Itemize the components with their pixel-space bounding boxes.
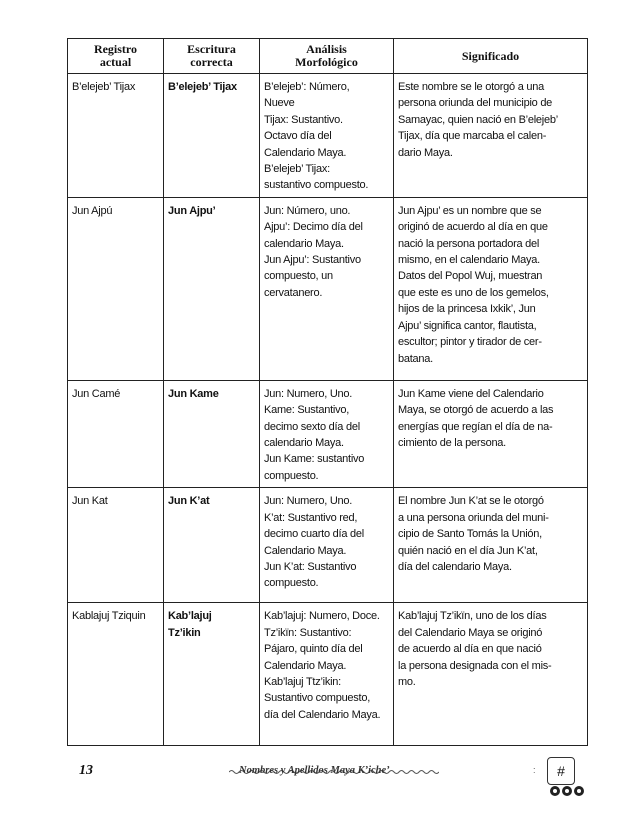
registro-cell: B’elejeb’ Tijax: [68, 74, 164, 198]
analisis-cell-line: Tz’ikïn: Sustantivo:: [264, 626, 352, 639]
significado-cell-line: mismo, en el calendario Maya.: [398, 254, 540, 267]
registro-cell: Jun Kat: [68, 488, 164, 603]
significado-cell-line: día del calendario Maya.: [398, 560, 512, 573]
analisis-cell-line: Jun K’at: Sustantivo: [264, 560, 357, 573]
hash-box-icon: #: [547, 757, 575, 785]
significado-cell-line: cipio de Santo Tomás la Unión,: [398, 528, 542, 541]
analisis-cell-line: compuesto.: [264, 469, 319, 482]
significado-cell: [394, 197, 588, 380]
significado-cell-line: Tijax, día que marcaba el calen-: [398, 130, 547, 143]
significado-cell-line: dario Maya.: [398, 146, 453, 159]
analisis-cell-line: compuesto.: [264, 577, 319, 590]
analisis-cell-line: B’elejeb’ Tijax:: [264, 163, 330, 176]
analisis-cell-line: Octavo día del: [264, 130, 332, 143]
significado-cell-line: originó de acuerdo al día en que: [398, 221, 548, 234]
analisis-cell-line: B’elejeb’: Número,: [264, 81, 350, 93]
escritura-cell-line: Jun Kame: [168, 387, 219, 400]
significado-cell-line: Kab’lajuj Tz’ikïn, uno de los días: [398, 610, 547, 623]
escritura-cell: [164, 380, 260, 487]
escritura-cell-line: Kab’lajuj: [168, 610, 212, 623]
escritura-cell-line: Jun K’at: [168, 495, 210, 508]
analisis-cell-line: Ajpu’: Decimo día del: [264, 221, 363, 234]
significado-cell-line: de acuerdo al día en que nació: [398, 643, 542, 656]
header-significado: Significado: [394, 39, 588, 74]
escritura-cell-line: B’elejeb’ Tijax: [168, 81, 237, 93]
analisis-cell-line: Pájaro, quinto día del: [264, 643, 363, 656]
table-row: [68, 603, 588, 746]
analisis-cell-line: Sustantivo compuesto,: [264, 692, 371, 705]
analisis-cell-line: día del Calendario Maya.: [264, 708, 381, 721]
analisis-cell-line: decimo sexto día del: [264, 420, 360, 433]
analisis-cell-line: Jun Kame: sustantivo: [264, 453, 365, 466]
analisis-cell-line: Kab’lajuj: Numero, Doce.: [264, 610, 380, 623]
analisis-cell-line: K’at: Sustantivo red,: [264, 511, 358, 524]
table-row: [68, 380, 588, 487]
significado-cell-line: Jun Ajpu’ es un nombre que se: [398, 204, 542, 217]
analisis-cell-line: Kame: Sustantivo,: [264, 404, 350, 417]
significado-cell-line: Datos del Popol Wuj, muestran: [398, 270, 543, 283]
analisis-cell-line: Jun: Número, uno.: [264, 204, 351, 217]
triple-circle-ornament-icon: [549, 785, 589, 797]
header-analisis: Análisis Morfológico: [260, 39, 394, 74]
analisis-cell-line: Calendario Maya.: [264, 146, 347, 159]
analisis-cell-line: calendario Maya.: [264, 437, 344, 450]
significado-cell-line: persona oriunda del municipio de: [398, 97, 553, 110]
names-table: [67, 38, 588, 746]
analisis-cell: [260, 603, 394, 746]
analisis-cell-line: sustantivo compuesto.: [264, 179, 369, 192]
analisis-cell-line: decimo cuarto día del: [264, 528, 364, 541]
analisis-cell: [260, 74, 394, 198]
analisis-cell-line: Jun: Numero, Uno.: [264, 495, 353, 508]
significado-cell-line: escultor; pintor y tirador de cer-: [398, 336, 542, 349]
analisis-cell-line: Calendario Maya.: [264, 659, 347, 672]
significado-cell-line: cimiento de la persona.: [398, 437, 506, 450]
significado-cell-line: Maya, se otorgó de acuerdo a las: [398, 404, 554, 417]
footer-title: Nombres y Apellidos Maya K’iche’: [239, 765, 390, 776]
analisis-cell: [260, 380, 394, 487]
escritura-cell-line: Jun Ajpu’: [168, 204, 216, 217]
page-number: 13: [79, 763, 93, 778]
footer-colon-mark: :: [533, 765, 536, 775]
significado-cell: [394, 603, 588, 746]
significado-cell-line: quién nació en el día Jun K’at,: [398, 544, 538, 557]
analisis-cell-line: Nueve: [264, 97, 295, 110]
analisis-cell-line: Jun Ajpu’: Sustantivo: [264, 254, 361, 267]
analisis-cell-line: Kab’lajuj Ttz’ikin:: [264, 675, 341, 688]
significado-cell-line: hijos de la princesa Ixkik’, Jun: [398, 303, 536, 316]
analisis-cell-line: Tijax: Sustantivo.: [264, 113, 343, 126]
header-registro: Registro actual: [68, 39, 164, 74]
significado-cell-line: que este es uno de los gemelos,: [398, 286, 549, 299]
significado-cell-line: nació la persona portadora del: [398, 237, 540, 250]
table-row: [68, 74, 588, 198]
table-header-row: [68, 39, 588, 74]
table-row: [68, 488, 588, 603]
significado-cell: [394, 488, 588, 603]
analisis-cell-line: cervatanero.: [264, 286, 323, 299]
analisis-cell: [260, 197, 394, 380]
escritura-cell: [164, 197, 260, 380]
significado-cell-line: a una persona oriunda del muni-: [398, 511, 549, 524]
significado-cell: [394, 74, 588, 198]
significado-cell: [394, 380, 588, 487]
registro-cell: Jun Camé: [68, 380, 164, 487]
page-footer: [67, 759, 587, 789]
significado-cell-line: El nombre Jun K’at se le otorgó: [398, 495, 544, 508]
escritura-cell: [164, 603, 260, 746]
registro-cell: Jun Ajpú: [68, 197, 164, 380]
escritura-cell: [164, 488, 260, 603]
significado-cell-line: Jun Kame viene del Calendario: [398, 387, 544, 400]
table-row: [68, 197, 588, 380]
header-escritura: Escritura correcta: [164, 39, 260, 74]
analisis-cell-line: Calendario Maya.: [264, 544, 347, 557]
registro-cell: Kablajuj Tziquin: [68, 603, 164, 746]
analisis-cell-line: calendario Maya.: [264, 237, 344, 250]
significado-cell-line: energías que regían el día de na-: [398, 420, 553, 433]
significado-cell-line: batana.: [398, 352, 433, 365]
escritura-cell: [164, 74, 260, 198]
significado-cell-line: Ajpu’ significa cantor, flautista,: [398, 319, 537, 332]
analisis-cell-line: Jun: Numero, Uno.: [264, 387, 353, 400]
significado-cell-line: mo.: [398, 675, 416, 688]
significado-cell-line: la persona designada con el mis-: [398, 659, 552, 672]
significado-cell-line: del Calendario Maya se originó: [398, 626, 543, 639]
escritura-cell-line: Tz’ikin: [168, 626, 201, 639]
significado-cell-line: Samayac, quien nació en B’elejeb’: [398, 113, 558, 126]
analisis-cell-line: compuesto, un: [264, 270, 333, 283]
significado-cell-line: Este nombre se le otorgó a una: [398, 81, 544, 93]
analisis-cell: [260, 488, 394, 603]
